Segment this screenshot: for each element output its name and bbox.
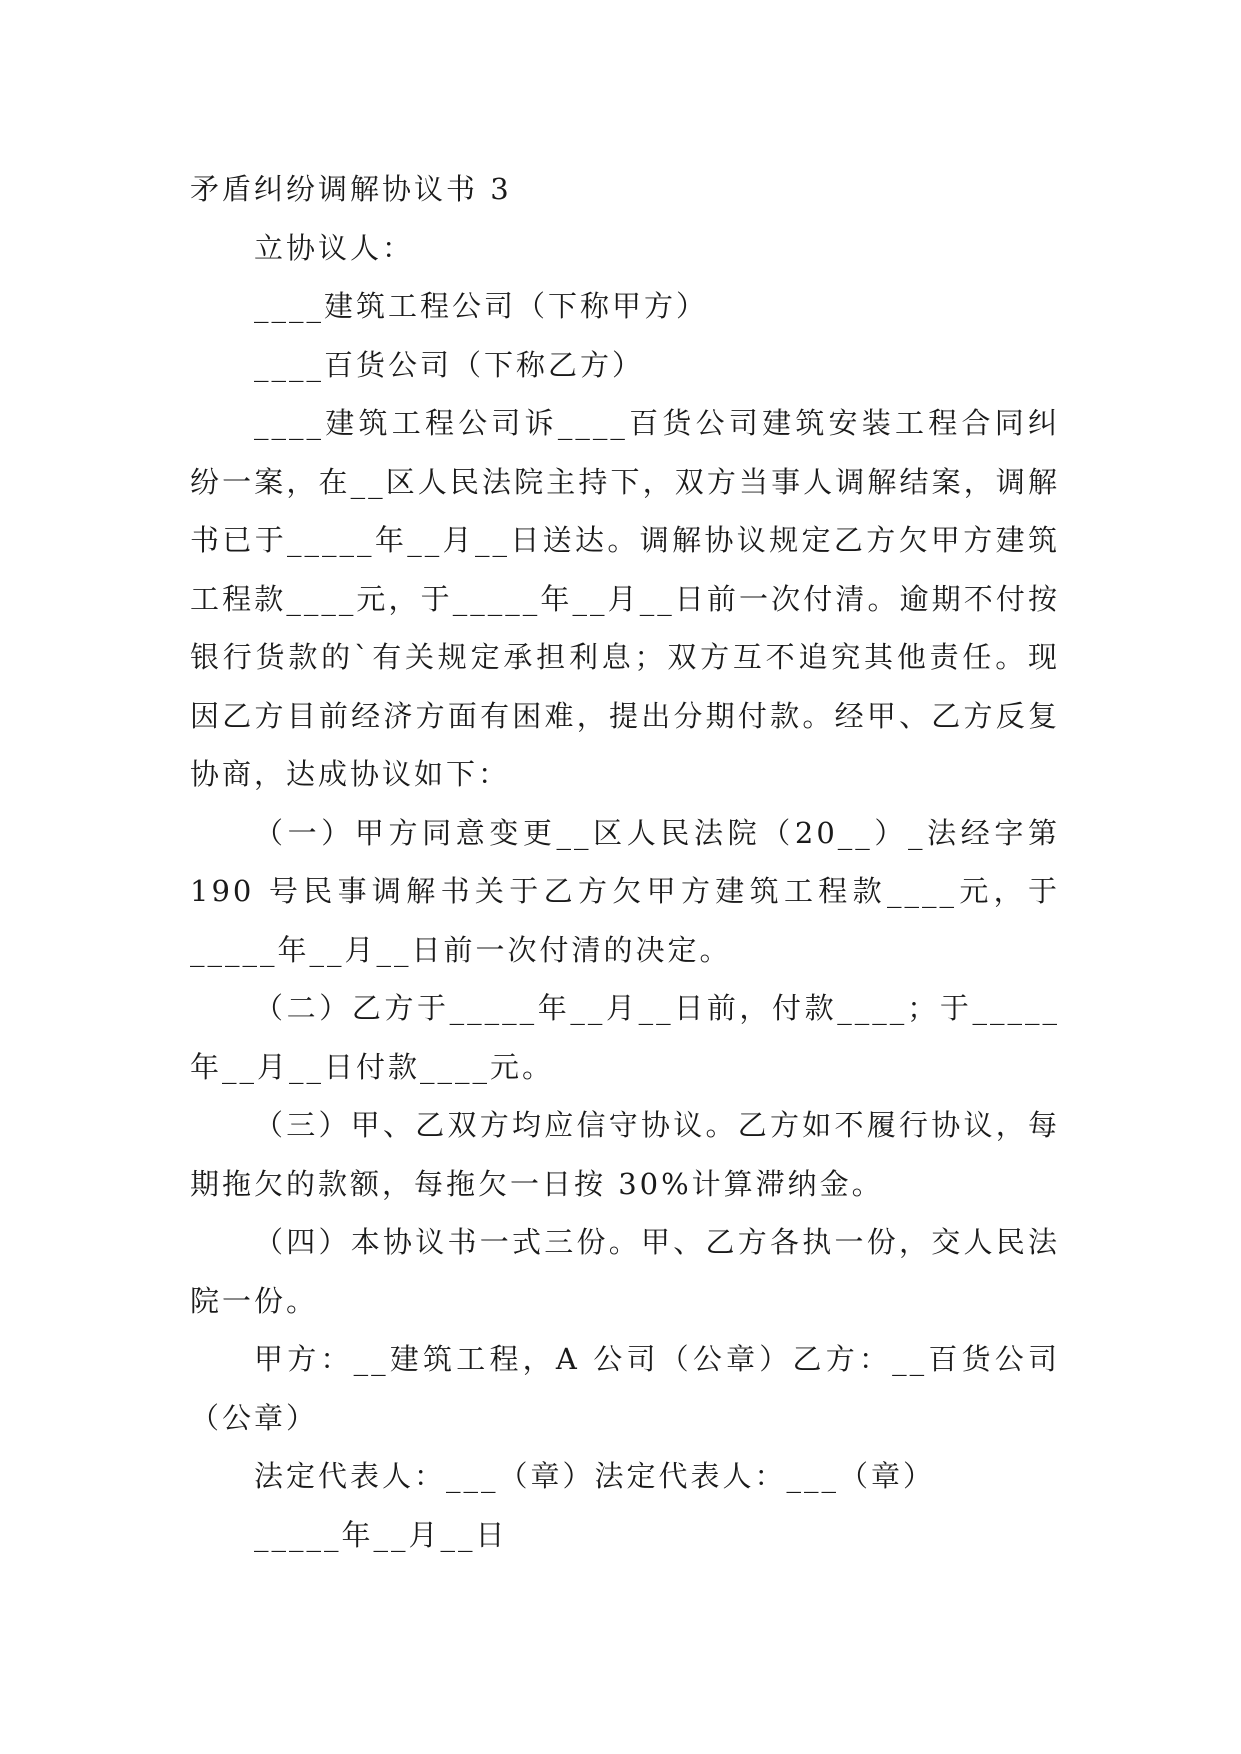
clause-1: （一）甲方同意变更__区人民法院（20__）_法经字第 190 号民事调解书关于乙方欠甲方建筑工程款____元，于_____年__月__日前一次付清的决定。	[190, 815, 1060, 967]
parties-heading: 立协议人：	[254, 230, 415, 265]
party-b: ____百货公司（下称乙方）	[254, 347, 645, 382]
document-title: 矛盾纠纷调解协议书 3	[190, 172, 512, 206]
signature-date: _____年__月__日	[254, 1517, 508, 1552]
party-a: ____建筑工程公司（下称甲方）	[254, 289, 709, 323]
clause-4: （四）本协议书一式三份。甲、乙方各执一份，交人民法院一份。	[190, 1225, 1060, 1318]
clause-2: （二）乙方于_____年__月__日前，付款____；于_____年__月__日付款____元。	[190, 991, 1060, 1084]
document-body	[190, 160, 1060, 1564]
clause-3: （三）甲、乙双方均应信守协议。乙方如不履行协议，每期拖欠的款额，每拖欠一日按 30%计算滞纳金。	[190, 1108, 1060, 1201]
background-paragraph: ____建筑工程公司诉____百货公司建筑安装工程合同纠纷一案，在__区人民法院主持下，双方当事人调解结案，调解书已于_____年__月__日送达。调解协议规定乙方欠甲方建筑工程款____元，于_____年__月__日前一次付清。逾期不付按银行货款的`有关规定承担利息；双方互不追究其他责任。现因乙方目前经济方面有困难，提出分期付款。经甲、乙方反复协商，达成协议如下：	[190, 406, 1060, 791]
signature-representatives: 法定代表人：___（章）法定代表人：___（章）	[254, 1459, 936, 1493]
signature-parties: 甲方：__建筑工程，A 公司（公章）乙方：__百货公司（公章）	[190, 1342, 1060, 1435]
